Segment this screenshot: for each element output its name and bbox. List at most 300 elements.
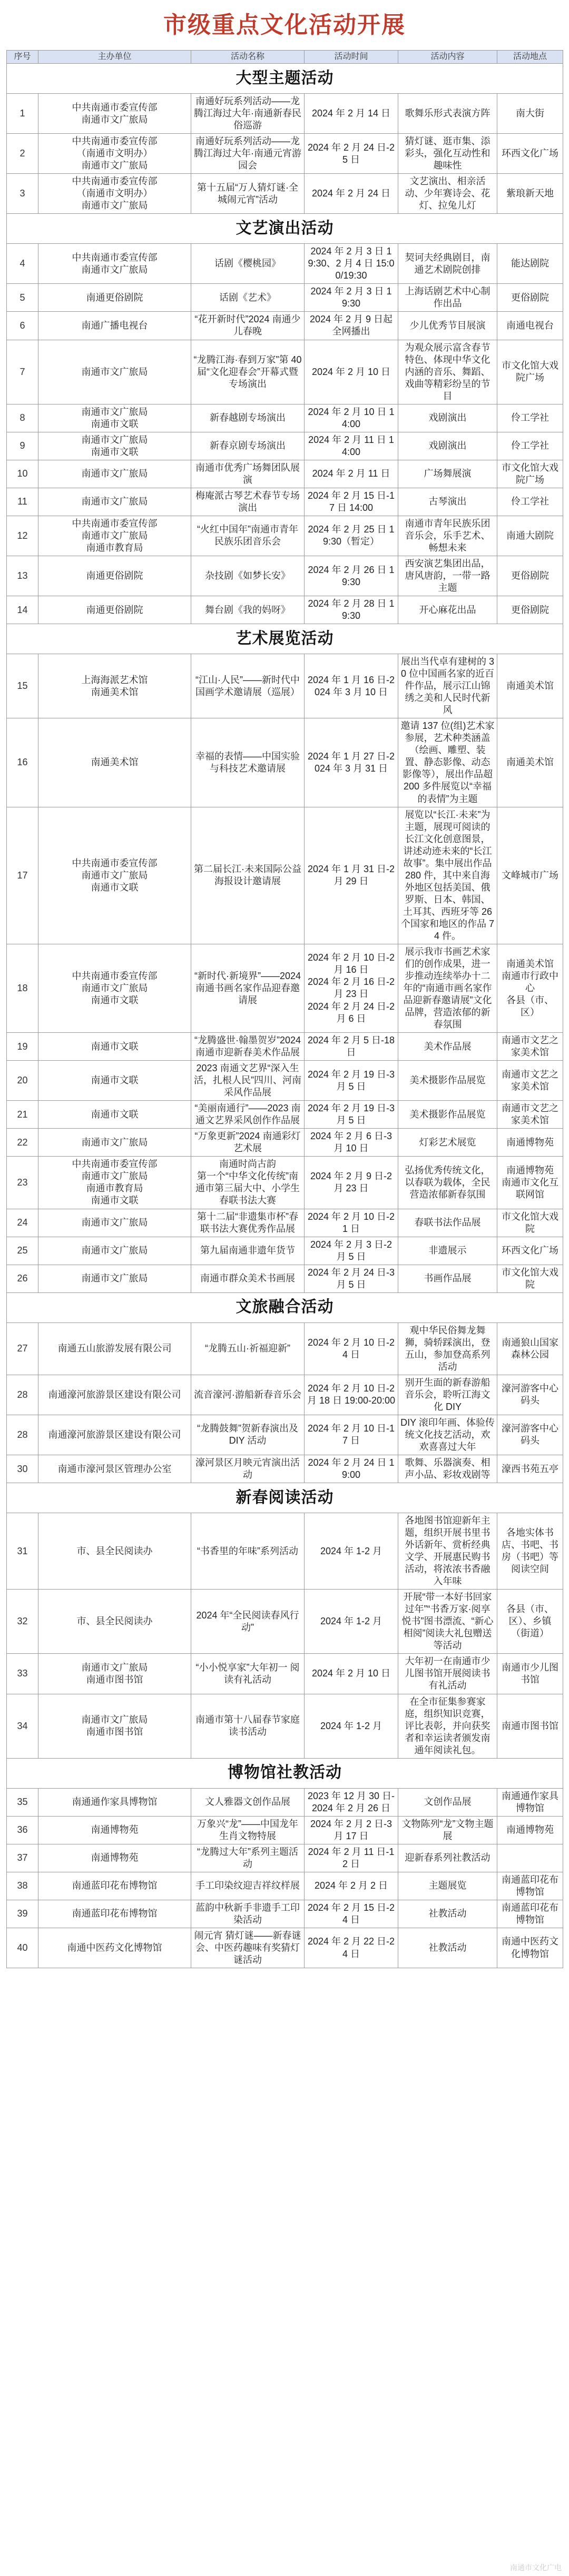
- activity-name-cell: “新时代·新境界”——2024 南通书画名家作品迎春邀请展: [191, 944, 305, 1032]
- table-row: [7, 1788, 563, 1816]
- activity-place-cell: 更俗剧院: [497, 596, 563, 624]
- seq-cell: 6: [7, 312, 38, 340]
- activity-content-cell: 西安演艺集团出品，唐风唐韵，一带一路主题: [398, 556, 497, 596]
- organizer-cell: 南通濠河旅游景区建设有限公司: [38, 1375, 191, 1415]
- activity-place-cell: 南通蓝印花布博物馆: [497, 1900, 563, 1928]
- activity-name-cell: 梅庵派古琴艺术春节专场演出: [191, 488, 305, 516]
- activity-time-cell: 2024 年 2 月 19 日-3 月 5 日: [305, 1061, 398, 1101]
- activity-content-cell: 迎新春系列社教活动: [398, 1844, 497, 1872]
- activity-content-cell: 契诃夫经典剧目，南通艺术剧院创排: [398, 244, 497, 284]
- organizer-cell: 中共南通市委宣传部 南通市文广旅局 南通市文联: [38, 944, 191, 1032]
- seq-cell: 11: [7, 488, 38, 516]
- seq-cell: 39: [7, 1900, 38, 1928]
- activity-name-cell: “美丽南通行”——2023 南通文艺界采风创作作品展: [191, 1101, 305, 1129]
- organizer-cell: 中共南通市委宣传部 （南通市文明办） 南通市文广旅局: [38, 174, 191, 214]
- activity-content-cell: 文物陈列“龙”文物主题展: [398, 1816, 497, 1844]
- activity-content-cell: 开展“带一本好书回家过年”“书香万家·阅享悦书”图书漂流、“新心相阅”阅读大礼包赠送等活动: [398, 1590, 497, 1654]
- activity-name-cell: 第九届南通非遗年货节: [191, 1237, 305, 1265]
- seq-cell: 37: [7, 1844, 38, 1872]
- organizer-cell: 中共南通市委宣传部 南通市文广旅局 南通市教育局: [38, 516, 191, 556]
- table-row: [7, 460, 563, 488]
- table-row: [7, 1590, 563, 1654]
- activity-place-cell: 南通通作家具博物馆: [497, 1788, 563, 1816]
- organizer-cell: 南通市文广旅局 南通市图书馆: [38, 1654, 191, 1694]
- seq-cell: 16: [7, 718, 38, 807]
- activity-place-cell: 南通市图书馆: [497, 1694, 563, 1758]
- activity-content-cell: 文艺演出、相亲活动、少年赛诗会、花灯、拉兔儿灯: [398, 174, 497, 214]
- activity-content-cell: 上海话剧艺术中心制作出品: [398, 284, 497, 312]
- table-row: [7, 596, 563, 624]
- table-row: [7, 1101, 563, 1129]
- table-row: [7, 1844, 563, 1872]
- organizer-cell: 南通广播电视台: [38, 312, 191, 340]
- seq-cell: 28: [7, 1375, 38, 1415]
- seq-cell: 35: [7, 1788, 38, 1816]
- organizer-cell: 南通市文联: [38, 1101, 191, 1129]
- table-row: [7, 1375, 563, 1415]
- seq-cell: 23: [7, 1157, 38, 1209]
- activity-name-cell: 蓝韵中秋新手非遗手工印染活动: [191, 1900, 305, 1928]
- table-row: [7, 944, 563, 1032]
- activity-place-cell: 南通中医药文化博物馆: [497, 1928, 563, 1968]
- section-header-row: [7, 1483, 563, 1513]
- organizer-cell: 南通市文广旅局: [38, 488, 191, 516]
- seq-cell: 28: [7, 1415, 38, 1455]
- activity-place-cell: 更俗剧院: [497, 284, 563, 312]
- organizer-cell: 南通市文联: [38, 1061, 191, 1101]
- activity-place-cell: 伶工学社: [497, 432, 563, 460]
- activity-place-cell: 濠西书苑五亭: [497, 1455, 563, 1483]
- activity-time-cell: 2024 年 2 月 11 日: [305, 460, 398, 488]
- seq-cell: 1: [7, 94, 38, 134]
- table-row: [7, 556, 563, 596]
- activity-name-cell: “书香里的年味”系列活动: [191, 1513, 305, 1590]
- page-title: 市级重点文化活动开展: [163, 12, 406, 38]
- seq-cell: 3: [7, 174, 38, 214]
- activity-name-cell: 南通市第十八届春节家庭读书活动: [191, 1694, 305, 1758]
- organizer-cell: 中共南通市委宣传部 （南通市文明办） 南通市文广旅局: [38, 134, 191, 174]
- activity-time-cell: 2024 年 2 月 10 日: [305, 340, 398, 404]
- activity-content-cell: DIY 滚印年画、体验传统文化技艺活动，欢欢喜喜过大年: [398, 1415, 497, 1455]
- table-row: [7, 1157, 563, 1209]
- activity-place-cell: [497, 1844, 563, 1872]
- activity-name-cell: “龙腾江海·春到万家”第 40 届“文化迎春会”开幕式暨专场演出: [191, 340, 305, 404]
- activity-content-cell: 灯彩艺术展览: [398, 1129, 497, 1157]
- section-header-row: [7, 64, 563, 94]
- seq-cell: 4: [7, 244, 38, 284]
- activity-name-cell: “龙腾五山·祈福迎新”: [191, 1322, 305, 1375]
- table-row: [7, 718, 563, 807]
- table-row: [7, 1415, 563, 1455]
- activity-time-cell: 2024 年 1 月 27 日-2024 年 3 月 31 日: [305, 718, 398, 807]
- table-row: [7, 1033, 563, 1061]
- header-activity-place: 活动地点: [497, 51, 563, 64]
- activity-content-cell: 观中华民俗舞龙舞狮，骑轿踩演出，登五山，参加登高系列活动: [398, 1322, 497, 1375]
- section-header-row: [7, 214, 563, 244]
- activity-place-cell: 紫琅新天地: [497, 174, 563, 214]
- activity-content-cell: 开心麻花出品: [398, 596, 497, 624]
- table-row: [7, 134, 563, 174]
- activity-name-cell: 南通市优秀广场舞团队展演: [191, 460, 305, 488]
- activity-content-cell: 古琴演出: [398, 488, 497, 516]
- activity-content-cell: 广场舞展演: [398, 460, 497, 488]
- activity-time-cell: 2024 年 2 月 11 日-12 日: [305, 1844, 398, 1872]
- activity-name-cell: 闹元宵 猜灯谜——新春谜会、中医药趣味有奖猜灯谜活动: [191, 1928, 305, 1968]
- table-row: [7, 244, 563, 284]
- organizer-cell: 南通市文广旅局: [38, 1209, 191, 1237]
- seq-cell: 18: [7, 944, 38, 1032]
- seq-cell: 20: [7, 1061, 38, 1101]
- organizer-cell: 南通市文广旅局: [38, 340, 191, 404]
- organizer-cell: 南通通作家具博物馆: [38, 1788, 191, 1816]
- activity-name-cell: 手工印染纹迎吉祥纹样展: [191, 1872, 305, 1900]
- activity-time-cell: 2024 年 2 月 10 日: [305, 1654, 398, 1694]
- activity-place-cell: 南通美术馆: [497, 718, 563, 807]
- activity-time-cell: 2024 年 2 月 28 日 19:30: [305, 596, 398, 624]
- seq-cell: 30: [7, 1455, 38, 1483]
- organizer-cell: 市、县全民阅读办: [38, 1590, 191, 1654]
- activity-content-cell: 展览以“长江·未来”为主题，展现可阅读的长江文化创意图景，讲述动迹未来的“长江故事”。集中展出作品 280 件，其中来自海外地区包括美国、俄罗斯、日本、韩国、土耳其、西班牙等 26 个国家和地区的作品 74 件。: [398, 807, 497, 944]
- seq-cell: 32: [7, 1590, 38, 1654]
- activity-time-cell: 2024 年 2 月 15 日-17 日 14:00: [305, 488, 398, 516]
- activity-time-cell: 2024 年 2 月 15 日-24 日: [305, 1900, 398, 1928]
- activity-time-cell: 2024 年 2 月 3 日 19:30、2 月 4 日 15:00/19:30: [305, 244, 398, 284]
- organizer-cell: 南通市文广旅局 南通市文联: [38, 404, 191, 432]
- organizer-cell: 南通更俗剧院: [38, 556, 191, 596]
- table-row: [7, 1237, 563, 1265]
- activity-content-cell: 戏剧演出: [398, 432, 497, 460]
- activity-name-cell: 第二届长江·未来国际公益海报设计邀请展: [191, 807, 305, 944]
- activity-time-cell: 2024 年 2 月 24 日-25 日: [305, 134, 398, 174]
- organizer-cell: 南通蓝印花布博物馆: [38, 1900, 191, 1928]
- activity-place-cell: 更俗剧院: [497, 556, 563, 596]
- activity-place-cell: 南通博物苑: [497, 1129, 563, 1157]
- activity-time-cell: 2024 年 2 月 22 日-24 日: [305, 1928, 398, 1968]
- activity-time-cell: 2023 年 12 月 30 日-2024 年 2 月 26 日: [305, 1788, 398, 1816]
- activity-place-cell: 伶工学社: [497, 488, 563, 516]
- activity-time-cell: 2024 年 2 月 11 日 14:00: [305, 432, 398, 460]
- activity-time-cell: 2024 年 2 月 3 日-2 月 5 日: [305, 1237, 398, 1265]
- seq-cell: 17: [7, 807, 38, 944]
- seq-cell: 8: [7, 404, 38, 432]
- activity-place-cell: 环西文化广场: [497, 134, 563, 174]
- seq-cell: 21: [7, 1101, 38, 1129]
- activity-name-cell: 杂技剧《如梦长安》: [191, 556, 305, 596]
- seq-cell: 13: [7, 556, 38, 596]
- activity-place-cell: 濠河游客中心码头: [497, 1375, 563, 1415]
- header-seq: 序号: [7, 51, 38, 64]
- organizer-cell: 南通蓝印花布博物馆: [38, 1872, 191, 1900]
- activity-time-cell: 2024 年 1-2 月: [305, 1590, 398, 1654]
- activity-place-cell: 市文化馆大戏院广场: [497, 460, 563, 488]
- activity-place-cell: 市文化馆大戏院: [497, 1209, 563, 1237]
- seq-cell: 40: [7, 1928, 38, 1968]
- table-row: [7, 1816, 563, 1844]
- activity-name-cell: 南通时尚古韵 第一个“中华文化传统”南通市第三届大中、小学生春联书法大赛: [191, 1157, 305, 1209]
- activity-content-cell: 美术作品展: [398, 1033, 497, 1061]
- activity-name-cell: 新春京剧专场演出: [191, 432, 305, 460]
- watermark: 南通市文化广电: [510, 2563, 562, 2572]
- table-row: [7, 1654, 563, 1694]
- activity-time-cell: 2024 年 2 月 26 日 19:30: [305, 556, 398, 596]
- activity-content-cell: 社教活动: [398, 1900, 497, 1928]
- activity-time-cell: 2024 年 2 月 10 日-2 月 18 日 19:00-20:00: [305, 1375, 398, 1415]
- organizer-cell: 南通市濠河景区管理办公室: [38, 1455, 191, 1483]
- activity-time-cell: 2024 年 2 月 3 日 19:30: [305, 284, 398, 312]
- activity-name-cell: “万象更新”2024 南通彩灯艺术展: [191, 1129, 305, 1157]
- table-row: [7, 1900, 563, 1928]
- activity-content-cell: 弘扬优秀传统文化，以春联为载体，全民营造浓郁新春氛围: [398, 1157, 497, 1209]
- activity-content-cell: 社教活动: [398, 1928, 497, 1968]
- table-row: [7, 284, 563, 312]
- activity-name-cell: “龙腾鼓舞”贺新春演出及 DIY 活动: [191, 1415, 305, 1455]
- section-header-row: [7, 1758, 563, 1788]
- activity-time-cell: 2024 年 2 月 10 日 14:00: [305, 404, 398, 432]
- organizer-cell: 南通博物苑: [38, 1816, 191, 1844]
- table-row: [7, 1694, 563, 1758]
- activity-time-cell: 2024 年 1 月 16 日-2024 年 3 月 10 日: [305, 654, 398, 718]
- section-title: 大型主题活动: [7, 64, 563, 94]
- activity-content-cell: 非遗展示: [398, 1237, 497, 1265]
- organizer-cell: 南通博物苑: [38, 1844, 191, 1872]
- activity-time-cell: 2024 年 1 月 31 日-2 月 29 日: [305, 807, 398, 944]
- organizer-cell: 中共南通市委宣传部 南通市文广旅局 南通市教育局 南通市文联: [38, 1157, 191, 1209]
- seq-cell: 9: [7, 432, 38, 460]
- activity-name-cell: 濠河景区月映元宵演出活动: [191, 1455, 305, 1483]
- activity-place-cell: 南通美术馆 南通市行政中心 各县（市、区）: [497, 944, 563, 1032]
- table-row: [7, 516, 563, 556]
- activity-place-cell: 各地实体书店、书吧、书房（书吧）等阅读空间: [497, 1513, 563, 1590]
- activity-time-cell: 2024 年 2 月 10 日-17 日: [305, 1415, 398, 1455]
- section-title: 艺术展览活动: [7, 624, 563, 654]
- activity-content-cell: 大年初一在南通市少儿图书馆开展阅读书有礼活动: [398, 1654, 497, 1694]
- table-row: [7, 340, 563, 404]
- activity-place-cell: 南通蓝印花布博物馆: [497, 1872, 563, 1900]
- activity-content-cell: 南通市青年民族乐团音乐会，乐手艺术、畅想未来: [398, 516, 497, 556]
- seq-cell: 12: [7, 516, 38, 556]
- activity-place-cell: 能达剧院: [497, 244, 563, 284]
- activity-name-cell: 第十五届“万人猜灯谜·全城闹元宵”活动: [191, 174, 305, 214]
- seq-cell: 26: [7, 1265, 38, 1292]
- header-activity-name: 活动名称: [191, 51, 305, 64]
- table-row: [7, 1061, 563, 1101]
- activity-name-cell: “小小悦享家”大年初一 阅读有礼活动: [191, 1654, 305, 1694]
- seq-cell: 38: [7, 1872, 38, 1900]
- organizer-cell: 南通市文广旅局: [38, 1237, 191, 1265]
- activity-time-cell: 2024 年 2 月 6 日-3 月 10 日: [305, 1129, 398, 1157]
- activity-time-cell: 2024 年 2 月 24 日-3 月 5 日: [305, 1265, 398, 1292]
- activity-time-cell: 2024 年 2 月 19 日-3 月 5 日: [305, 1101, 398, 1129]
- organizer-cell: 南通更俗剧院: [38, 596, 191, 624]
- activity-place-cell: 南通大剧院: [497, 516, 563, 556]
- header-activity-time: 活动时间: [305, 51, 398, 64]
- activity-place-cell: 文峰城市广场: [497, 807, 563, 944]
- section-header-row: [7, 624, 563, 654]
- organizer-cell: 市、县全民阅读办: [38, 1513, 191, 1590]
- activity-place-cell: 各县（市、区）、乡镇（街道）: [497, 1590, 563, 1654]
- organizer-cell: 中共南通市委宣传部 南通市文广旅局 南通市文联: [38, 807, 191, 944]
- table-header-row: [7, 51, 563, 64]
- activity-place-cell: 伶工学社: [497, 404, 563, 432]
- activity-place-cell: 环西文化广场: [497, 1237, 563, 1265]
- organizer-cell: 南通濠河旅游景区建设有限公司: [38, 1415, 191, 1455]
- table-row: [7, 174, 563, 214]
- activity-content-cell: 春联书法作品展: [398, 1209, 497, 1237]
- activity-content-cell: 别开生面的新春游船音乐会，聆听江海文化 DIY: [398, 1375, 497, 1415]
- seq-cell: 25: [7, 1237, 38, 1265]
- table-row: [7, 1322, 563, 1375]
- activity-time-cell: 2024 年 2 月 24 日: [305, 174, 398, 214]
- activity-content-cell: 少儿优秀节目展演: [398, 312, 497, 340]
- table-row: [7, 488, 563, 516]
- activity-content-cell: 歌舞、乐器演奏、相声小品、彩妆戏剧等: [398, 1455, 497, 1483]
- activity-place-cell: 南通市文艺之家美术馆: [497, 1101, 563, 1129]
- activity-name-cell: 舞台剧《我的妈呀》: [191, 596, 305, 624]
- seq-cell: 10: [7, 460, 38, 488]
- activity-place-cell: 市文化馆大戏院广场: [497, 340, 563, 404]
- activity-name-cell: 第十二届“非遗集市杯”春联书法大赛优秀作品展: [191, 1209, 305, 1237]
- organizer-cell: 南通更俗剧院: [38, 284, 191, 312]
- activity-place-cell: 市文化馆大戏院: [497, 1265, 563, 1292]
- activity-content-cell: 美术摄影作品展览: [398, 1061, 497, 1101]
- activity-name-cell: “龙腾盛世·翰墨贺岁”2024 南通市迎新春美术作品展: [191, 1033, 305, 1061]
- activity-name-cell: 流音濠河·游船新春音乐会: [191, 1375, 305, 1415]
- activities-table: [6, 50, 563, 1968]
- table-row: [7, 404, 563, 432]
- activity-time-cell: 2024 年 2 月 10 日-21 日: [305, 1209, 398, 1237]
- activity-place-cell: 南通博物苑 南通市文化互联网馆: [497, 1157, 563, 1209]
- table-row: [7, 312, 563, 340]
- seq-cell: 5: [7, 284, 38, 312]
- activity-time-cell: 2024 年 2 月 9 日-2 月 23 日: [305, 1157, 398, 1209]
- header-activity-content: 活动内容: [398, 51, 497, 64]
- seq-cell: 15: [7, 654, 38, 718]
- activity-name-cell: 南通好玩系列活动——龙腾江海过大年·南通新春民俗巡游: [191, 94, 305, 134]
- activity-name-cell: 文人雅器文创作品展: [191, 1788, 305, 1816]
- organizer-cell: 上海海派艺术馆 南通美术馆: [38, 654, 191, 718]
- section-title: 文艺演出活动: [7, 214, 563, 244]
- seq-cell: 34: [7, 1694, 38, 1758]
- activity-name-cell: 南通好玩系列活动——龙腾江海过大年·南通元宵游园会: [191, 134, 305, 174]
- table-row: [7, 807, 563, 944]
- table-row: [7, 1209, 563, 1237]
- table-row: [7, 432, 563, 460]
- seq-cell: 33: [7, 1654, 38, 1694]
- activity-content-cell: 展出当代卓有建树的 30 位中国画名家的近百件作品，展示江山锦绣之美和人民时代新风: [398, 654, 497, 718]
- activity-name-cell: 2024 年“全民阅读春风行动”: [191, 1590, 305, 1654]
- activity-name-cell: 话剧《艺术》: [191, 284, 305, 312]
- table-row: [7, 654, 563, 718]
- activity-time-cell: 2024 年 1-2 月: [305, 1694, 398, 1758]
- activity-place-cell: 南通博物苑: [497, 1816, 563, 1844]
- organizer-cell: 南通中医药文化博物馆: [38, 1928, 191, 1968]
- activity-place-cell: 南通电视台: [497, 312, 563, 340]
- activity-time-cell: 2024 年 2 月 2 日-3 月 17 日: [305, 1816, 398, 1844]
- activity-place-cell: 南通市少儿图书馆: [497, 1654, 563, 1694]
- activity-name-cell: 话剧《樱桃园》: [191, 244, 305, 284]
- table-row: [7, 1513, 563, 1590]
- activity-place-cell: 南通市文艺之家美术馆: [497, 1033, 563, 1061]
- activity-content-cell: 歌舞乐形式表演方阵: [398, 94, 497, 134]
- activity-content-cell: 邀请 137 位(组)艺术家参展，艺术种类涵盖（绘画、雕塑、装置、静态影像、动态影像等），展出作品超 200 多件展览以“幸福的表情”为主题: [398, 718, 497, 807]
- activity-time-cell: 2024 年 2 月 24 日 19:00: [305, 1455, 398, 1483]
- table-row: [7, 1872, 563, 1900]
- activity-place-cell: 南通狼山国家森林公园: [497, 1322, 563, 1375]
- activity-content-cell: 展示我市书画艺术家们的创作成果，进一步推动连续举办十二年的“南通市画名家作品迎新春邀请展”文化品牌，营造浓郁的新春氛围: [398, 944, 497, 1032]
- table-row: [7, 1455, 563, 1483]
- organizer-cell: 南通市文广旅局: [38, 460, 191, 488]
- seq-cell: 7: [7, 340, 38, 404]
- organizer-cell: 中共南通市委宣传部 南通市文广旅局: [38, 94, 191, 134]
- organizer-cell: 南通市文广旅局 南通市文联: [38, 432, 191, 460]
- activity-name-cell: “江山·人民”——新时代中国画学术邀请展（巡展）: [191, 654, 305, 718]
- activity-content-cell: 猜灯谜、逛市集、添彩头，强化互动性和趣味性: [398, 134, 497, 174]
- activity-content-cell: 戏剧演出: [398, 404, 497, 432]
- activity-name-cell: 幸福的表情——中国实验与科技艺术邀请展: [191, 718, 305, 807]
- organizer-cell: 南通五山旅游发展有限公司: [38, 1322, 191, 1375]
- seq-cell: 36: [7, 1816, 38, 1844]
- activity-time-cell: 2024 年 2 月 9 日起全网播出: [305, 312, 398, 340]
- activity-name-cell: “龙腾过大年”系列主题活动: [191, 1844, 305, 1872]
- activity-place-cell: 南通市文艺之家美术馆: [497, 1061, 563, 1101]
- activity-content-cell: 在全市征集参赛家庭，组织知识竞赛，评比表彰，并向获奖者和幸运读者颁发南通年阅读礼包。: [398, 1694, 497, 1758]
- organizer-cell: 南通市文广旅局: [38, 1129, 191, 1157]
- activity-content-cell: 主题展览: [398, 1872, 497, 1900]
- seq-cell: 24: [7, 1209, 38, 1237]
- table-row: [7, 94, 563, 134]
- section-title: 文旅融合活动: [7, 1292, 563, 1322]
- activity-time-cell: 2024 年 2 月 10 日-2 月 16 日 2024 年 2 月 16 日-2 月 23 日 2024 年 2 月 24 日-2 月 6 日: [305, 944, 398, 1032]
- table-row: [7, 1928, 563, 1968]
- activity-content-cell: 美术摄影作品展览: [398, 1101, 497, 1129]
- organizer-cell: 南通市文联: [38, 1033, 191, 1061]
- activity-content-cell: 为观众展示富含春节特色、体现中华文化内涵的音乐、舞蹈、戏曲等精彩纷呈的节目: [398, 340, 497, 404]
- activity-place-cell: 南大街: [497, 94, 563, 134]
- activity-name-cell: 2023 南通文艺界“深入生活，扎根人民”四川、河南采风作品展: [191, 1061, 305, 1101]
- seq-cell: 31: [7, 1513, 38, 1590]
- activity-content-cell: 各地图书馆迎新年主题，组织开展书里书外话新年、赏析经典文学、开展惠民购书活动，将浓浓书香融入年味: [398, 1513, 497, 1590]
- section-header-row: [7, 1292, 563, 1322]
- table-row: [7, 1129, 563, 1157]
- activity-time-cell: 2024 年 2 月 10 日-24 日: [305, 1322, 398, 1375]
- organizer-cell: 南通市文广旅局 南通市图书馆: [38, 1694, 191, 1758]
- activity-name-cell: 万象兴“龙”——中国龙年生肖文物特展: [191, 1816, 305, 1844]
- section-title: 博物馆社教活动: [7, 1758, 563, 1788]
- seq-cell: 14: [7, 596, 38, 624]
- activity-place-cell: 濠河游客中心码头: [497, 1415, 563, 1455]
- activity-place-cell: 南通美术馆: [497, 654, 563, 718]
- header-organizer: 主办单位: [38, 51, 191, 64]
- activity-time-cell: 2024 年 1-2 月: [305, 1513, 398, 1590]
- table-row: [7, 1265, 563, 1292]
- activity-content-cell: 文创作品展: [398, 1788, 497, 1816]
- activity-content-cell: 书画作品展: [398, 1265, 497, 1292]
- section-title: 新春阅读活动: [7, 1483, 563, 1513]
- activity-time-cell: 2024 年 2 月 14 日: [305, 94, 398, 134]
- activity-time-cell: 2024 年 2 月 5 日-18 日: [305, 1033, 398, 1061]
- seq-cell: 2: [7, 134, 38, 174]
- activity-time-cell: 2024 年 2 月 2 日: [305, 1872, 398, 1900]
- organizer-cell: 南通市文广旅局: [38, 1265, 191, 1292]
- seq-cell: 19: [7, 1033, 38, 1061]
- activity-name-cell: “花开新时代”2024 南通少儿春晚: [191, 312, 305, 340]
- seq-cell: 27: [7, 1322, 38, 1375]
- activity-name-cell: 南通市群众美术书画展: [191, 1265, 305, 1292]
- activity-time-cell: 2024 年 2 月 25 日 19:30（暂定）: [305, 516, 398, 556]
- activity-name-cell: 新春越剧专场演出: [191, 404, 305, 432]
- organizer-cell: 中共南通市委宣传部 南通市文广旅局: [38, 244, 191, 284]
- organizer-cell: 南通美术馆: [38, 718, 191, 807]
